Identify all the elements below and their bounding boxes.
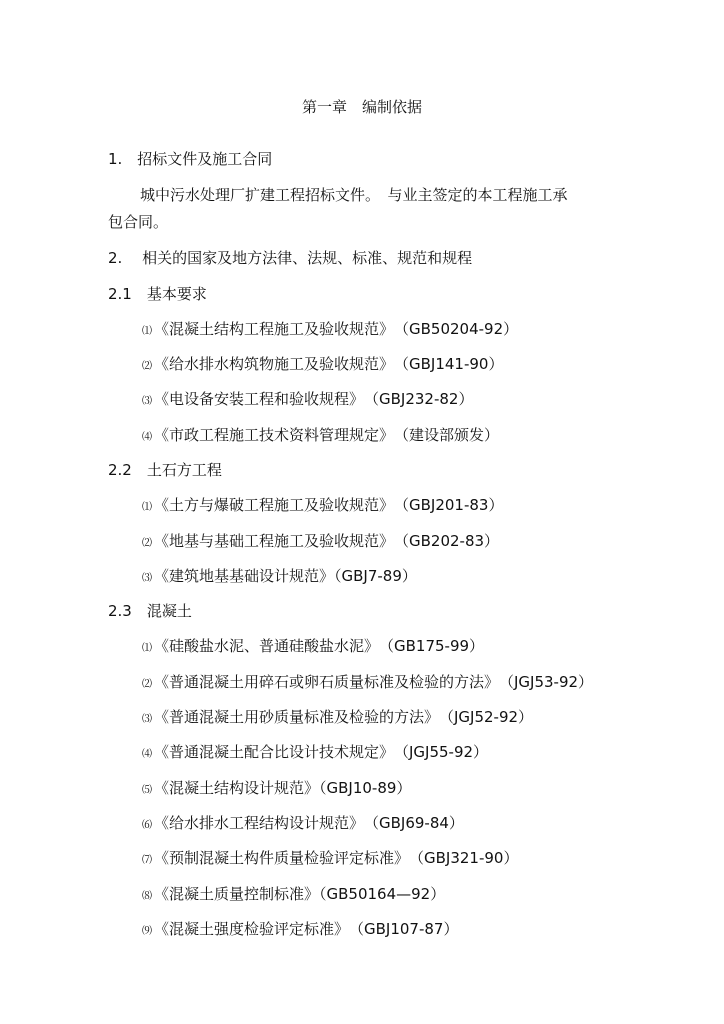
item-number: ⑴	[142, 502, 152, 513]
item-number: ⑵	[142, 679, 152, 690]
item-number: ⑶	[142, 573, 152, 584]
chapter-title: 第一章 编制依据	[301, 98, 422, 116]
section-1-paragraph-line-1: 城中污水处理厂扩建工程招标文件。 与业主签定的本工程施工承	[140, 186, 568, 204]
subsection-2-3-heading: 2.3 混凝土	[108, 602, 192, 620]
list-item	[142, 425, 499, 448]
item-number: ⑻	[142, 891, 152, 902]
item-text: 《给水排水工程结构设计规范》 （GBJ69-84）	[154, 814, 464, 832]
list-item	[142, 778, 411, 801]
item-text: 《市政工程施工技术资料管理规定》 （建设部颁发）	[154, 426, 500, 444]
item-text: 《混凝土强度检验评定标准》 （GBJ107-87）	[154, 920, 459, 938]
list-item	[142, 354, 503, 377]
item-text: 《电设备安装工程和验收规程》 （GBJ232-82）	[154, 390, 474, 408]
list-item	[142, 566, 417, 589]
item-text: 《土方与爆破工程施工及验收规范》 （GBJ201-83）	[154, 496, 504, 514]
item-number: ⑷	[142, 749, 152, 760]
list-item	[142, 707, 533, 730]
item-number: ⑵	[142, 361, 152, 372]
item-number: ⑼	[142, 926, 152, 937]
item-text: 《硅酸盐水泥、普通硅酸盐水泥》 （GB175-99）	[154, 637, 485, 655]
list-item	[142, 742, 488, 765]
section-1-heading: 1. 招标文件及施工合同	[108, 150, 273, 168]
list-item	[142, 813, 464, 836]
item-number: ⑵	[142, 538, 152, 549]
item-number: ⑺	[142, 855, 152, 866]
item-text: 《混凝土质量控制标准》（GB50164—92）	[154, 885, 446, 903]
subsection-2-2-heading: 2.2 土石方工程	[108, 461, 222, 479]
item-number: ⑴	[142, 643, 152, 654]
item-text: 《地基与基础工程施工及验收规范》 （GB202-83）	[154, 532, 500, 550]
item-number: ⑶	[142, 396, 152, 407]
item-text: 《预制混凝土构件质量检验评定标准》 （GBJ321-90）	[154, 849, 519, 867]
list-item	[142, 672, 593, 695]
list-item	[142, 531, 499, 554]
list-item	[142, 319, 518, 342]
section-2-heading: 2. 相关的国家及地方法律、法规、标准、规范和规程	[108, 249, 473, 267]
item-text: 《普通混凝土配合比设计技术规定》 （JGJ55-92）	[154, 743, 489, 761]
item-number: ⑴	[142, 326, 152, 337]
item-text: 《混凝土结构工程施工及验收规范》 （GB50204-92）	[154, 320, 519, 338]
section-1-paragraph-line-2: 包合同。	[108, 213, 169, 231]
item-number: ⑶	[142, 714, 152, 725]
item-number: ⑹	[142, 820, 152, 831]
item-text: 《普通混凝土用碎石或卵石质量标准及检验的方法》 （JGJ53-92）	[154, 673, 594, 691]
item-number: ⑸	[142, 785, 152, 796]
item-text: 《普通混凝土用砂质量标准及检验的方法》 （JGJ52-92）	[154, 708, 534, 726]
item-text: 《给水排水构筑物施工及验收规范》 （GBJ141-90）	[154, 355, 504, 373]
subsection-2-1-heading: 2.1 基本要求	[108, 285, 207, 303]
list-item	[142, 636, 484, 659]
list-item	[142, 919, 458, 942]
list-item	[142, 884, 445, 907]
list-item	[142, 389, 473, 412]
item-text: 《建筑地基基础设计规范》（GBJ7-89）	[154, 567, 417, 585]
item-number: ⑷	[142, 432, 152, 443]
list-item	[142, 495, 503, 518]
item-text: 《混凝土结构设计规范》（GBJ10-89）	[154, 779, 412, 797]
list-item	[142, 848, 518, 871]
